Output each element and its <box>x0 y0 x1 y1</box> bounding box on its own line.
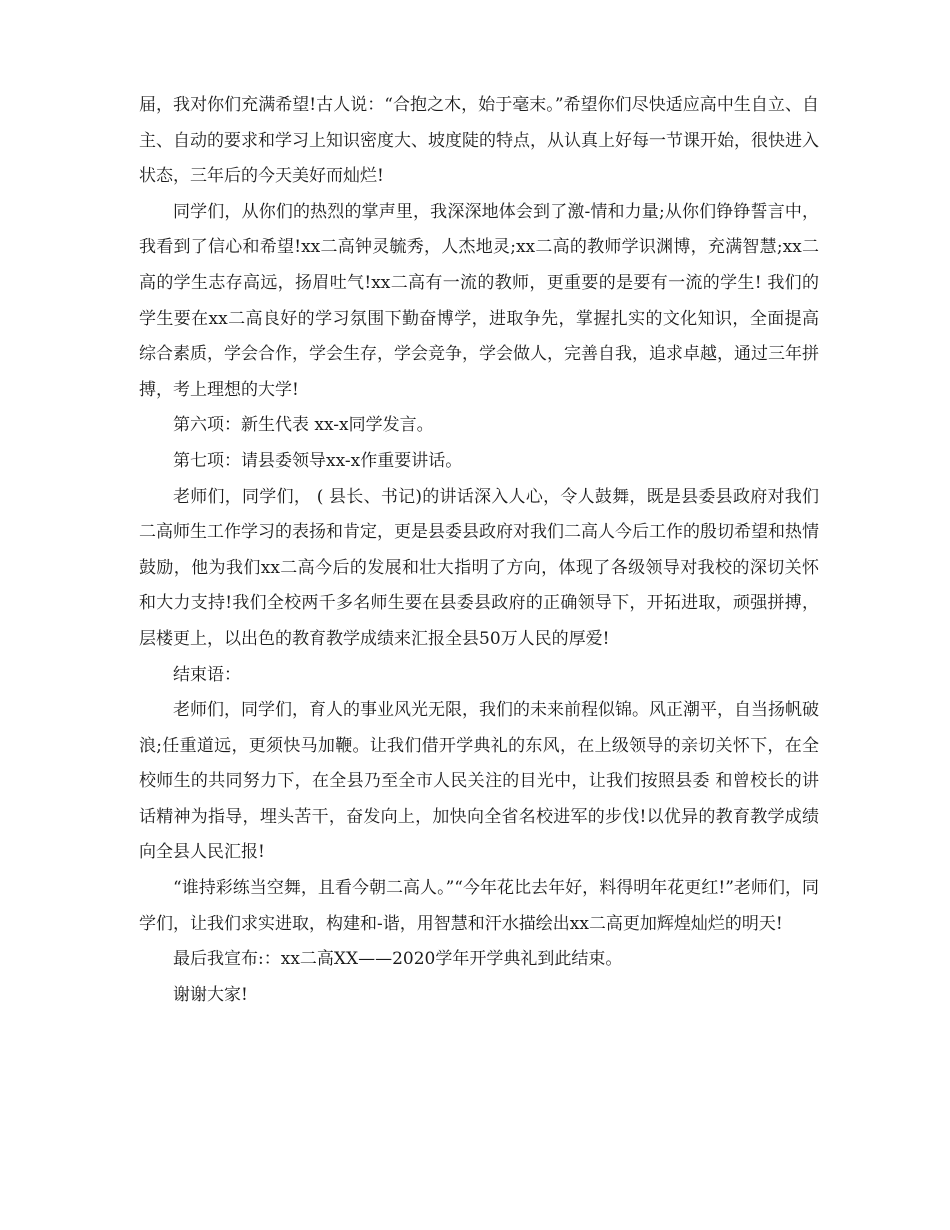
paragraph-continuation: 届，我对你们充满希望!古人说：“合抱之木，始于毫末。”希望你们尽快适应高中生自立、自主、自动的要求和学习上知识密度大、坡度陡的特点，从认真上好每一节课开始，很快进入状态，三年后的今天美好而灿烂! <box>139 95 819 187</box>
paragraph-poem-quote: “谁持彩练当空舞，且看今朝二高人。”“今年花比去年好，料得明年花更红!”老师们，同学们，让我们求实进取，构建和-谐，用智慧和汗水描绘出xx二高更加辉煌灿烂的明天! <box>139 878 819 934</box>
paragraph-closing-heading: 结束语： <box>173 664 241 685</box>
paragraph-item-six: 第六项：新生代表 xx-x同学发言。 <box>173 415 434 436</box>
paragraph-leader-response: 老师们，同学们， ( 县长、书记)的讲话深入人心，令人鼓舞，既是县委县政府对我们二高师生工作学习的表扬和肯定，更是县委县政府对我们二高人今后工作的殷切希望和热情鼓励，他为我们xx二高今后的发展和壮大指明了方向，体现了各级领导对我校的深切关怀和大力支持!我们全校两千多名师生要在县委县政府的正确领导下，开拓进取，顽强拼搏，层楼更上，以出色的教育教学成绩来汇报全县50万人民的厚爱! <box>139 486 819 649</box>
paragraph-students-speech: 同学们，从你们的热烈的掌声里，我深深地体会到了激-情和力量;从你们铮铮誓言中，我看到了信心和希望!xx二高钟灵毓秀，人杰地灵;xx二高的教师学识渊博，充满智慧;xx二高的学生志存高远，扬眉吐气!xx二高有一流的教师，更重要的是要有一流的学生! 我们的学生要在xx二高良好的学习氛围下勤奋博学，进取争先，掌握扎实的文化知识，全面提高综合素质，学会合作，学会生存，学会竞争，学会做人，完善自我，追求卓越，通过三年拼搏，考上理想的大学! <box>139 201 819 400</box>
paragraph-thanks: 谢谢大家! <box>173 984 248 1005</box>
paragraph-item-seven: 第七项：请县委领导xx-x作重要讲话。 <box>173 450 463 471</box>
paragraph-closing-remarks: 老师们，同学们，育人的事业风光无限，我们的未来前程似锦。风正潮平，自当扬帆破浪;任重道远，更须快马加鞭。让我们借开学典礼的东风，在上级领导的亲切关怀下，在全校师生的共同努力下，在全县乃至全市人民关注的目光中，让我们按照县委 和曾校长的讲话精神为指导，埋头苦干，奋发向上，加快向全省名校进军的步伐!以优异的教育教学成绩向全县人民汇报! <box>139 700 819 863</box>
document-body <box>139 88 819 1013</box>
paragraph-announcement: 最后我宣布:：xx二高XX——2020学年开学典礼到此结束。 <box>173 949 623 970</box>
